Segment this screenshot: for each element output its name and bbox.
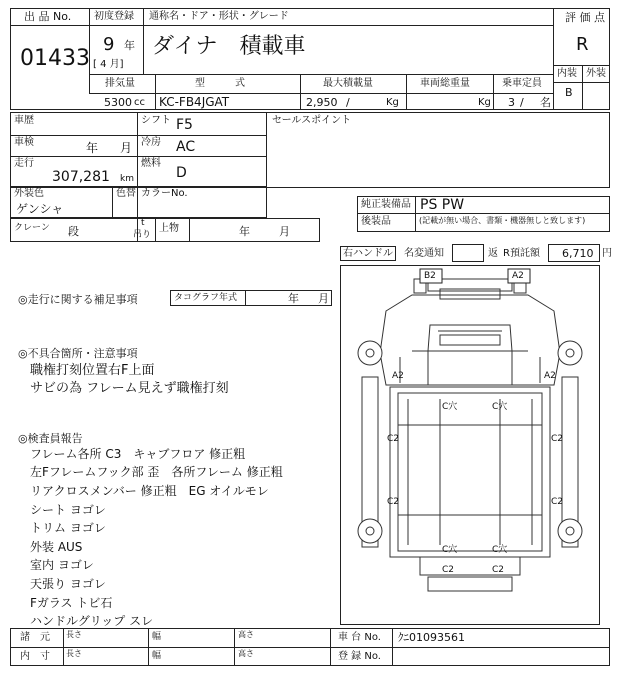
damage-mark: A2: [544, 371, 556, 381]
return-label: 返: [488, 248, 498, 259]
report-line: リアクロスメンバー 修正粗 EG オイルモレ: [30, 484, 269, 498]
inner-dims-label: 内 寸: [20, 651, 50, 662]
fuel-value: D: [176, 165, 187, 181]
r-tax-label: R預託額: [503, 248, 540, 259]
r-tax-unit: 円: [602, 248, 612, 259]
name-change-label: 名変通知: [404, 248, 444, 259]
score-label: 評 価 点: [565, 11, 605, 24]
history-label: 車歴: [14, 115, 34, 126]
insp-year: 年: [86, 141, 99, 155]
upper-month: 月: [279, 225, 290, 238]
damage-mark: C2: [442, 565, 455, 575]
report-line: トリム ヨゴレ: [30, 521, 106, 535]
first-reg-label: 初度登録: [94, 11, 134, 22]
aftermarket-label: 後装品: [361, 216, 391, 227]
report-line: 室内 ヨゴレ: [30, 558, 94, 572]
shift-value: F5: [176, 117, 193, 133]
defect-line: 職権打刻位置右F上面: [30, 363, 155, 378]
chassis-number: ｸﾆ01093561: [398, 631, 465, 644]
capacity-sep: /: [520, 96, 524, 109]
type-label: 型 式: [195, 78, 245, 89]
report-line: 天張り ヨゴレ: [30, 577, 106, 591]
spec-dims-label: 諸 元: [20, 632, 50, 643]
report-line: フレーム各所 C3 キャブフロア 修正粗: [30, 447, 246, 461]
report-line: ハンドルグリップ スレ: [30, 614, 154, 628]
lot-number: 01433: [20, 46, 90, 71]
fuel-label: 燃料: [141, 158, 161, 169]
rhd-label: 右ハンドル: [343, 248, 393, 259]
max-load-kg: Kg: [386, 97, 399, 108]
interior-label: 内装: [557, 68, 577, 79]
mileage-label: 走行: [14, 158, 34, 169]
exterior-color-value: ゲンシャ: [16, 202, 64, 216]
inspector-title: ◎検査員報告: [18, 432, 83, 445]
equipment-value: PS PW: [420, 197, 465, 213]
chassis-label: 車 台 No.: [338, 632, 381, 643]
score-value: R: [576, 34, 589, 55]
defect-title: ◎不具合箇所・注意事項: [18, 347, 138, 360]
crane-label: クレーン: [14, 223, 50, 233]
width-label: 幅: [152, 651, 162, 661]
length-label: 長さ: [66, 630, 82, 639]
upper-label: 上物: [159, 223, 179, 234]
damage-mark: C2: [387, 497, 400, 507]
damage-mark: C2: [387, 434, 400, 444]
shift-label: シフト: [141, 115, 171, 126]
gross-weight-label: 車両総重量: [420, 78, 470, 89]
height-label: 高さ: [238, 649, 254, 658]
max-load-label: 最大積載量: [323, 78, 373, 89]
crane-lift-unit: 吊り: [133, 230, 152, 240]
report-line: Fガラス トビ石: [30, 596, 113, 610]
capacity-label: 乗車定員: [502, 78, 542, 89]
length-label: 長さ: [66, 649, 82, 658]
inspection-label: 車検: [14, 137, 34, 148]
displacement-label: 排気量: [105, 78, 135, 89]
displacement-unit: cc: [134, 97, 145, 108]
damage-mark: C2: [551, 434, 564, 444]
reg-year: 9: [103, 34, 115, 55]
registration-label: 登 録 No.: [338, 651, 381, 662]
report-line: 外装 AUS: [30, 540, 83, 554]
damage-mark: B2: [424, 271, 436, 281]
aftermarket-note: (記載が無い場合、書類・機器無しと致します): [419, 216, 586, 225]
tacho-year: 年: [288, 292, 299, 305]
damage-mark: C穴: [492, 402, 508, 412]
upper-year: 年: [239, 225, 250, 238]
name-change-box: [452, 244, 484, 262]
model-name: ダイナ 積載車: [152, 34, 306, 59]
insp-month: 月: [120, 141, 133, 155]
damage-mark: C穴: [442, 545, 458, 555]
damage-mark: C2: [551, 497, 564, 507]
width-label: 幅: [152, 632, 162, 642]
reg-month: [ 4 月]: [93, 59, 124, 70]
r-tax-value: 6,710: [562, 247, 594, 260]
damage-mark: C穴: [442, 402, 458, 412]
sales-point-label: セールスポイント: [272, 115, 352, 126]
aircon-value: AC: [176, 139, 196, 155]
lot-label: 出 品 No.: [24, 10, 72, 23]
exterior-color-label: 外装色: [14, 188, 44, 199]
reg-year-unit: 年: [124, 39, 135, 52]
supp-title: ◎走行に関する補足事項: [18, 293, 138, 306]
color-no-label: カラーNo.: [141, 188, 188, 199]
type-value: KC-FB4JGAT: [159, 95, 230, 109]
report-line: シート ヨゴレ: [30, 503, 106, 517]
equipment-label: 純正装備品: [361, 199, 411, 210]
mileage-unit: km: [120, 174, 134, 184]
defect-line: サビの為 フレーム見えず職権打刻: [30, 381, 229, 396]
tacho-month: 月: [318, 292, 329, 305]
truck-diagram: [340, 265, 600, 625]
damage-mark: A2: [512, 271, 524, 281]
damage-mark: C穴: [492, 545, 508, 555]
damage-mark: C2: [492, 565, 505, 575]
max-load-slash: /: [346, 96, 350, 109]
height-label: 高さ: [238, 630, 254, 639]
crane-ton-unit: t: [141, 218, 145, 228]
tacho-label: タコグラフ年式: [174, 293, 238, 303]
mileage-value: 307,281: [52, 169, 110, 185]
aircon-label: 冷房: [141, 137, 161, 148]
crane-stage-unit: 段: [68, 225, 79, 238]
exterior-label: 外装: [586, 68, 606, 79]
damage-mark: A2: [392, 371, 404, 381]
gross-kg: Kg: [478, 97, 491, 108]
max-load-value: 2,950: [306, 96, 338, 109]
capacity-unit: 名: [540, 96, 551, 109]
report-line: 左Fフレームフック部 歪 各所フレーム 修正粗: [30, 465, 283, 479]
interior-grade: B: [565, 86, 573, 99]
capacity-value: 3: [508, 96, 515, 109]
model-label: 通称名・ドア・形状・グレード: [149, 11, 289, 22]
displacement-value: 5300: [104, 96, 132, 109]
color-change-label: 色替: [116, 188, 136, 199]
